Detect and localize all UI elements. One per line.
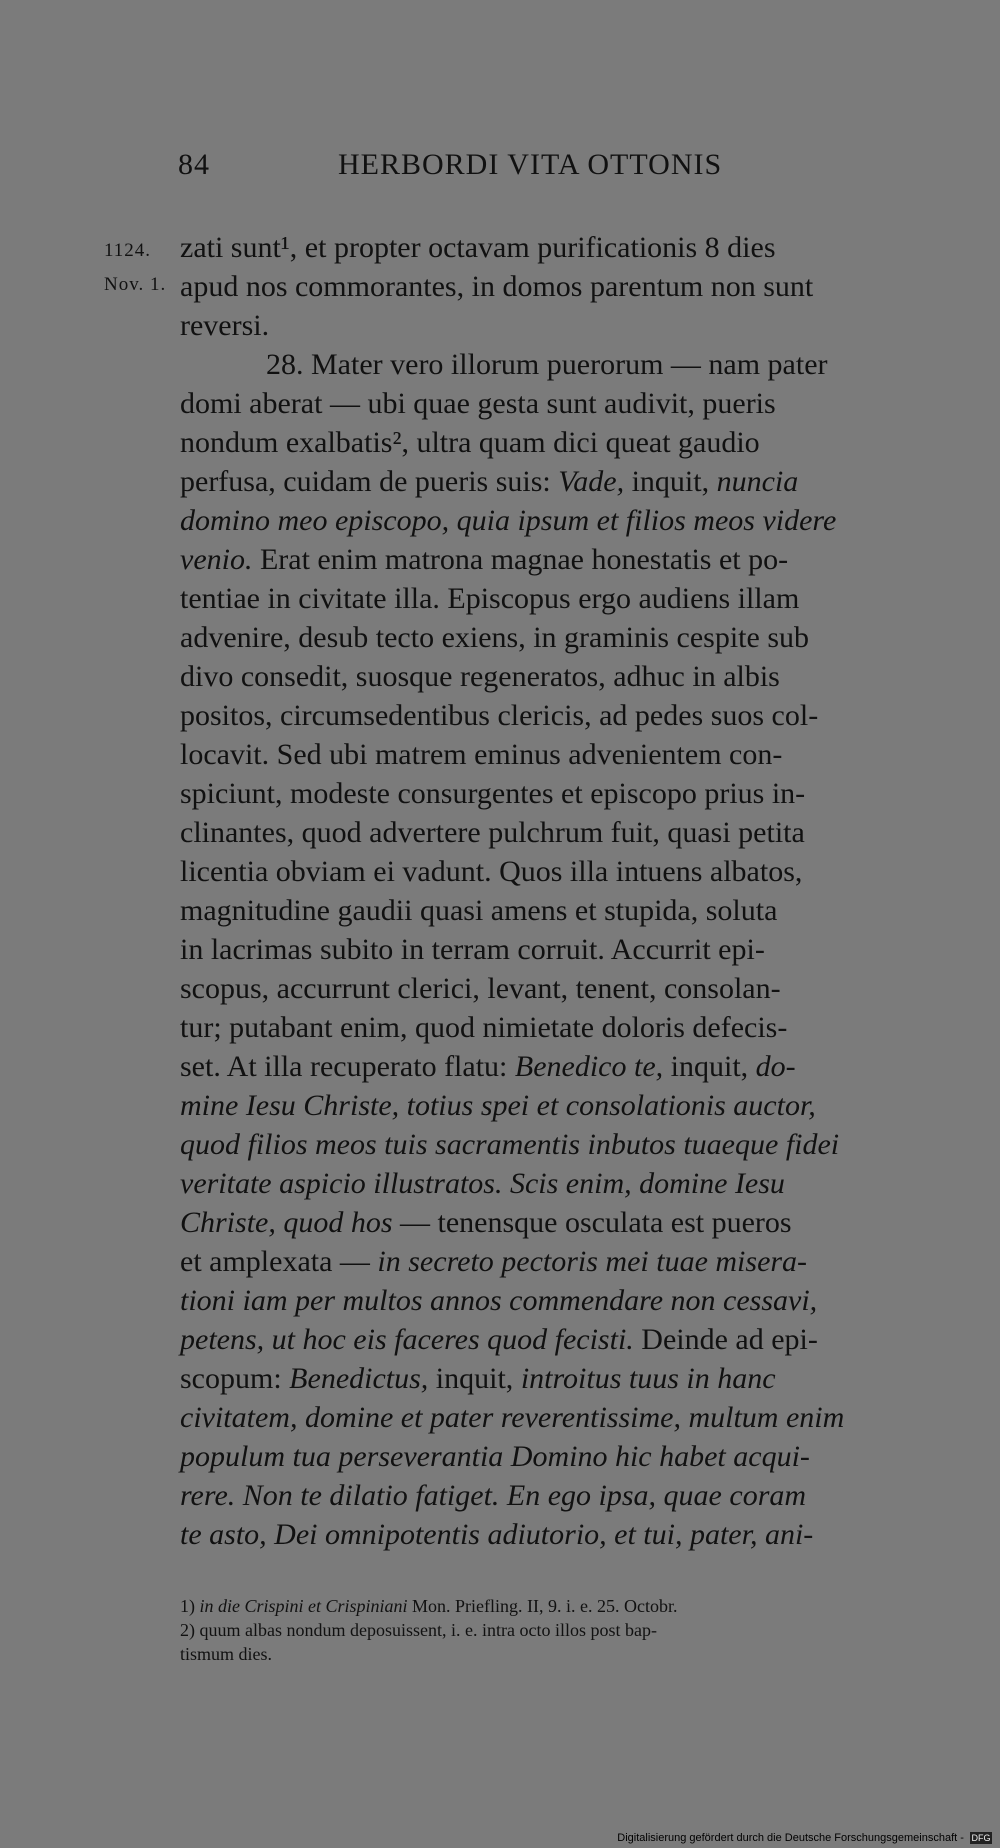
body-line [180,1203,915,1242]
text-segment: nondum exalbatis², ultra quam dici queat gaudio [180,426,760,459]
italic-text: rere. Non te dilatio fatiget. En ego ipsa, quae coram [180,1479,807,1512]
text-segment: magnitudine gaudii quasi amens et stupida, soluta [180,894,778,927]
body-line [180,423,915,462]
body-line [180,579,915,618]
text-segment: 28. Mater vero illorum puerorum — nam pater [266,348,828,381]
body-line [180,1437,915,1476]
text-segment: in lacrimas subito in terram corruit. Accurrit epi- [180,933,765,966]
body-line [180,969,915,1008]
text-segment: inquit, [428,1362,521,1395]
text-segment: et amplexata — [180,1245,378,1278]
italic-text: Benedictus, [289,1362,429,1395]
body-line [180,852,915,891]
body-line [180,1047,915,1086]
body-line [180,1515,915,1554]
body-line [180,345,915,384]
text-segment: tur; putabant enim, quod nimietate doloris defecis- [180,1011,788,1044]
text-segment: positos, circumsedentibus clericis, ad pedes suos col- [180,699,819,732]
italic-text: quod filios meos tuis sacramentis inbutos tuaeque fidei [180,1128,840,1161]
italic-text: tioni iam per multos annos commendare non cessavi, [180,1284,818,1317]
italic-text: do- [755,1050,796,1083]
main-text [180,228,915,1554]
text-segment: 1) [180,1596,200,1616]
text-segment: Erat enim matrona magnae honestatis et po- [252,543,789,576]
body-line [180,306,915,345]
body-line [180,1086,915,1125]
body-line [180,1281,915,1320]
marginal-date [104,234,178,302]
body-line [180,384,915,423]
text-segment: inquit, [624,465,717,498]
margin-day: Nov. 1. [104,274,167,295]
body-line [180,618,915,657]
text-segment: inquit, [663,1050,756,1083]
body-line [180,267,915,306]
body-line [180,1398,915,1437]
italic-text: nuncia [716,465,799,498]
text-segment: reversi. [180,309,270,342]
italic-text: Vade, [558,465,625,498]
body-line [180,891,915,930]
page-number: 84 [178,148,210,181]
text-segment: 2) quum albas nondum deposuissent, i. e. intra octo illos post bap- [180,1620,657,1640]
italic-text: venio. [180,543,253,576]
text-segment: advenire, desub tecto exiens, in graminis cespite sub [180,621,809,654]
footnotes [180,1594,915,1666]
body-line [180,540,915,579]
body-line [180,774,915,813]
body-line [180,735,915,774]
text-segment: Deinde ad epi- [633,1323,818,1356]
text-segment: scopum: [180,1362,290,1395]
body-line [180,1008,915,1047]
italic-text: petens, ut hoc eis faceres quod fecisti. [180,1323,634,1356]
text-segment: tismum dies. [180,1644,273,1664]
body-line [180,1125,915,1164]
text-segment: — tenensque osculata est pueros [392,1206,792,1239]
margin-year: 1124. [104,240,152,261]
text-segment: set. At illa recuperato flatu: [180,1050,515,1083]
italic-text: Christe, quod hos [180,1206,393,1239]
italic-text: in die Crispini et Crispiniani [199,1596,408,1616]
text-segment: divo consedit, suosque regeneratos, adhuc in albis [180,660,780,693]
footnote-line [180,1594,915,1618]
italic-text: populum tua perseverantia Domino hic habet acqui- [180,1440,810,1473]
italic-text: mine Iesu Christe, totius spei et consolationis auctor, [180,1089,816,1122]
body-line [180,1476,915,1515]
text-segment: perfusa, cuidam de pueris suis: [180,465,559,498]
italic-text: domino meo episcopo, quia ipsum et filios meos videre [180,504,837,537]
text-segment: tentiae in civitate illa. Episcopus ergo audiens illam [180,582,800,615]
text-segment: scopus, accurrunt clerici, levant, tenent, consolan- [180,972,781,1005]
body-line [180,228,915,267]
italic-text: veritate aspicio illustratos. Scis enim, domine Iesu [180,1167,785,1200]
text-segment: spiciunt, modeste consurgentes et episcopo prius in- [180,777,806,810]
text-segment: locavit. Sed ubi matrem eminus advenientem con- [180,738,783,771]
italic-text: te asto, Dei omnipotentis adiutorio, et tui, pater, ani- [180,1518,814,1551]
text-segment: Mon. Priefling. II, 9. i. e. 25. Octobr. [407,1596,678,1616]
digitization-credit [617,1832,992,1844]
body-line [180,1359,915,1398]
text-segment: domi aberat — ubi quae gesta sunt audivit, pueris [180,387,776,420]
italic-text: Benedico te, [514,1050,664,1083]
text-segment: licentia obviam ei vadunt. Quos illa intuens albatos, [180,855,803,888]
dfg-logo: DFG [971,1833,991,1843]
italic-text: introitus tuus in hanc [520,1362,776,1395]
body-line [180,696,915,735]
body-line [180,813,915,852]
running-title: HERBORDI VITA OTTONIS [338,148,723,181]
body-line [180,1242,915,1281]
text-segment: zati sunt¹, et propter octavam purificationis 8 dies [180,231,776,264]
body-line [180,462,915,501]
body-line [180,657,915,696]
text-segment: clinantes, quod advertere pulchrum fuit, quasi petita [180,816,805,849]
body-line [180,501,915,540]
page-header [178,148,758,188]
italic-text: civitatem, domine et pater reverentissime, multum enim [180,1401,845,1434]
body-line [180,1164,915,1203]
text-segment: apud nos commorantes, in domos parentum non sunt [180,270,814,303]
footnote-line [180,1642,915,1666]
credit-text: Digitalisierung gefördert durch die Deutsche Forschungsgemeinschaft - [617,1831,964,1844]
footnote-line [180,1618,915,1642]
body-line [180,1320,915,1359]
italic-text: in secreto pectoris mei tuae misera- [377,1245,808,1278]
body-line [180,930,915,969]
